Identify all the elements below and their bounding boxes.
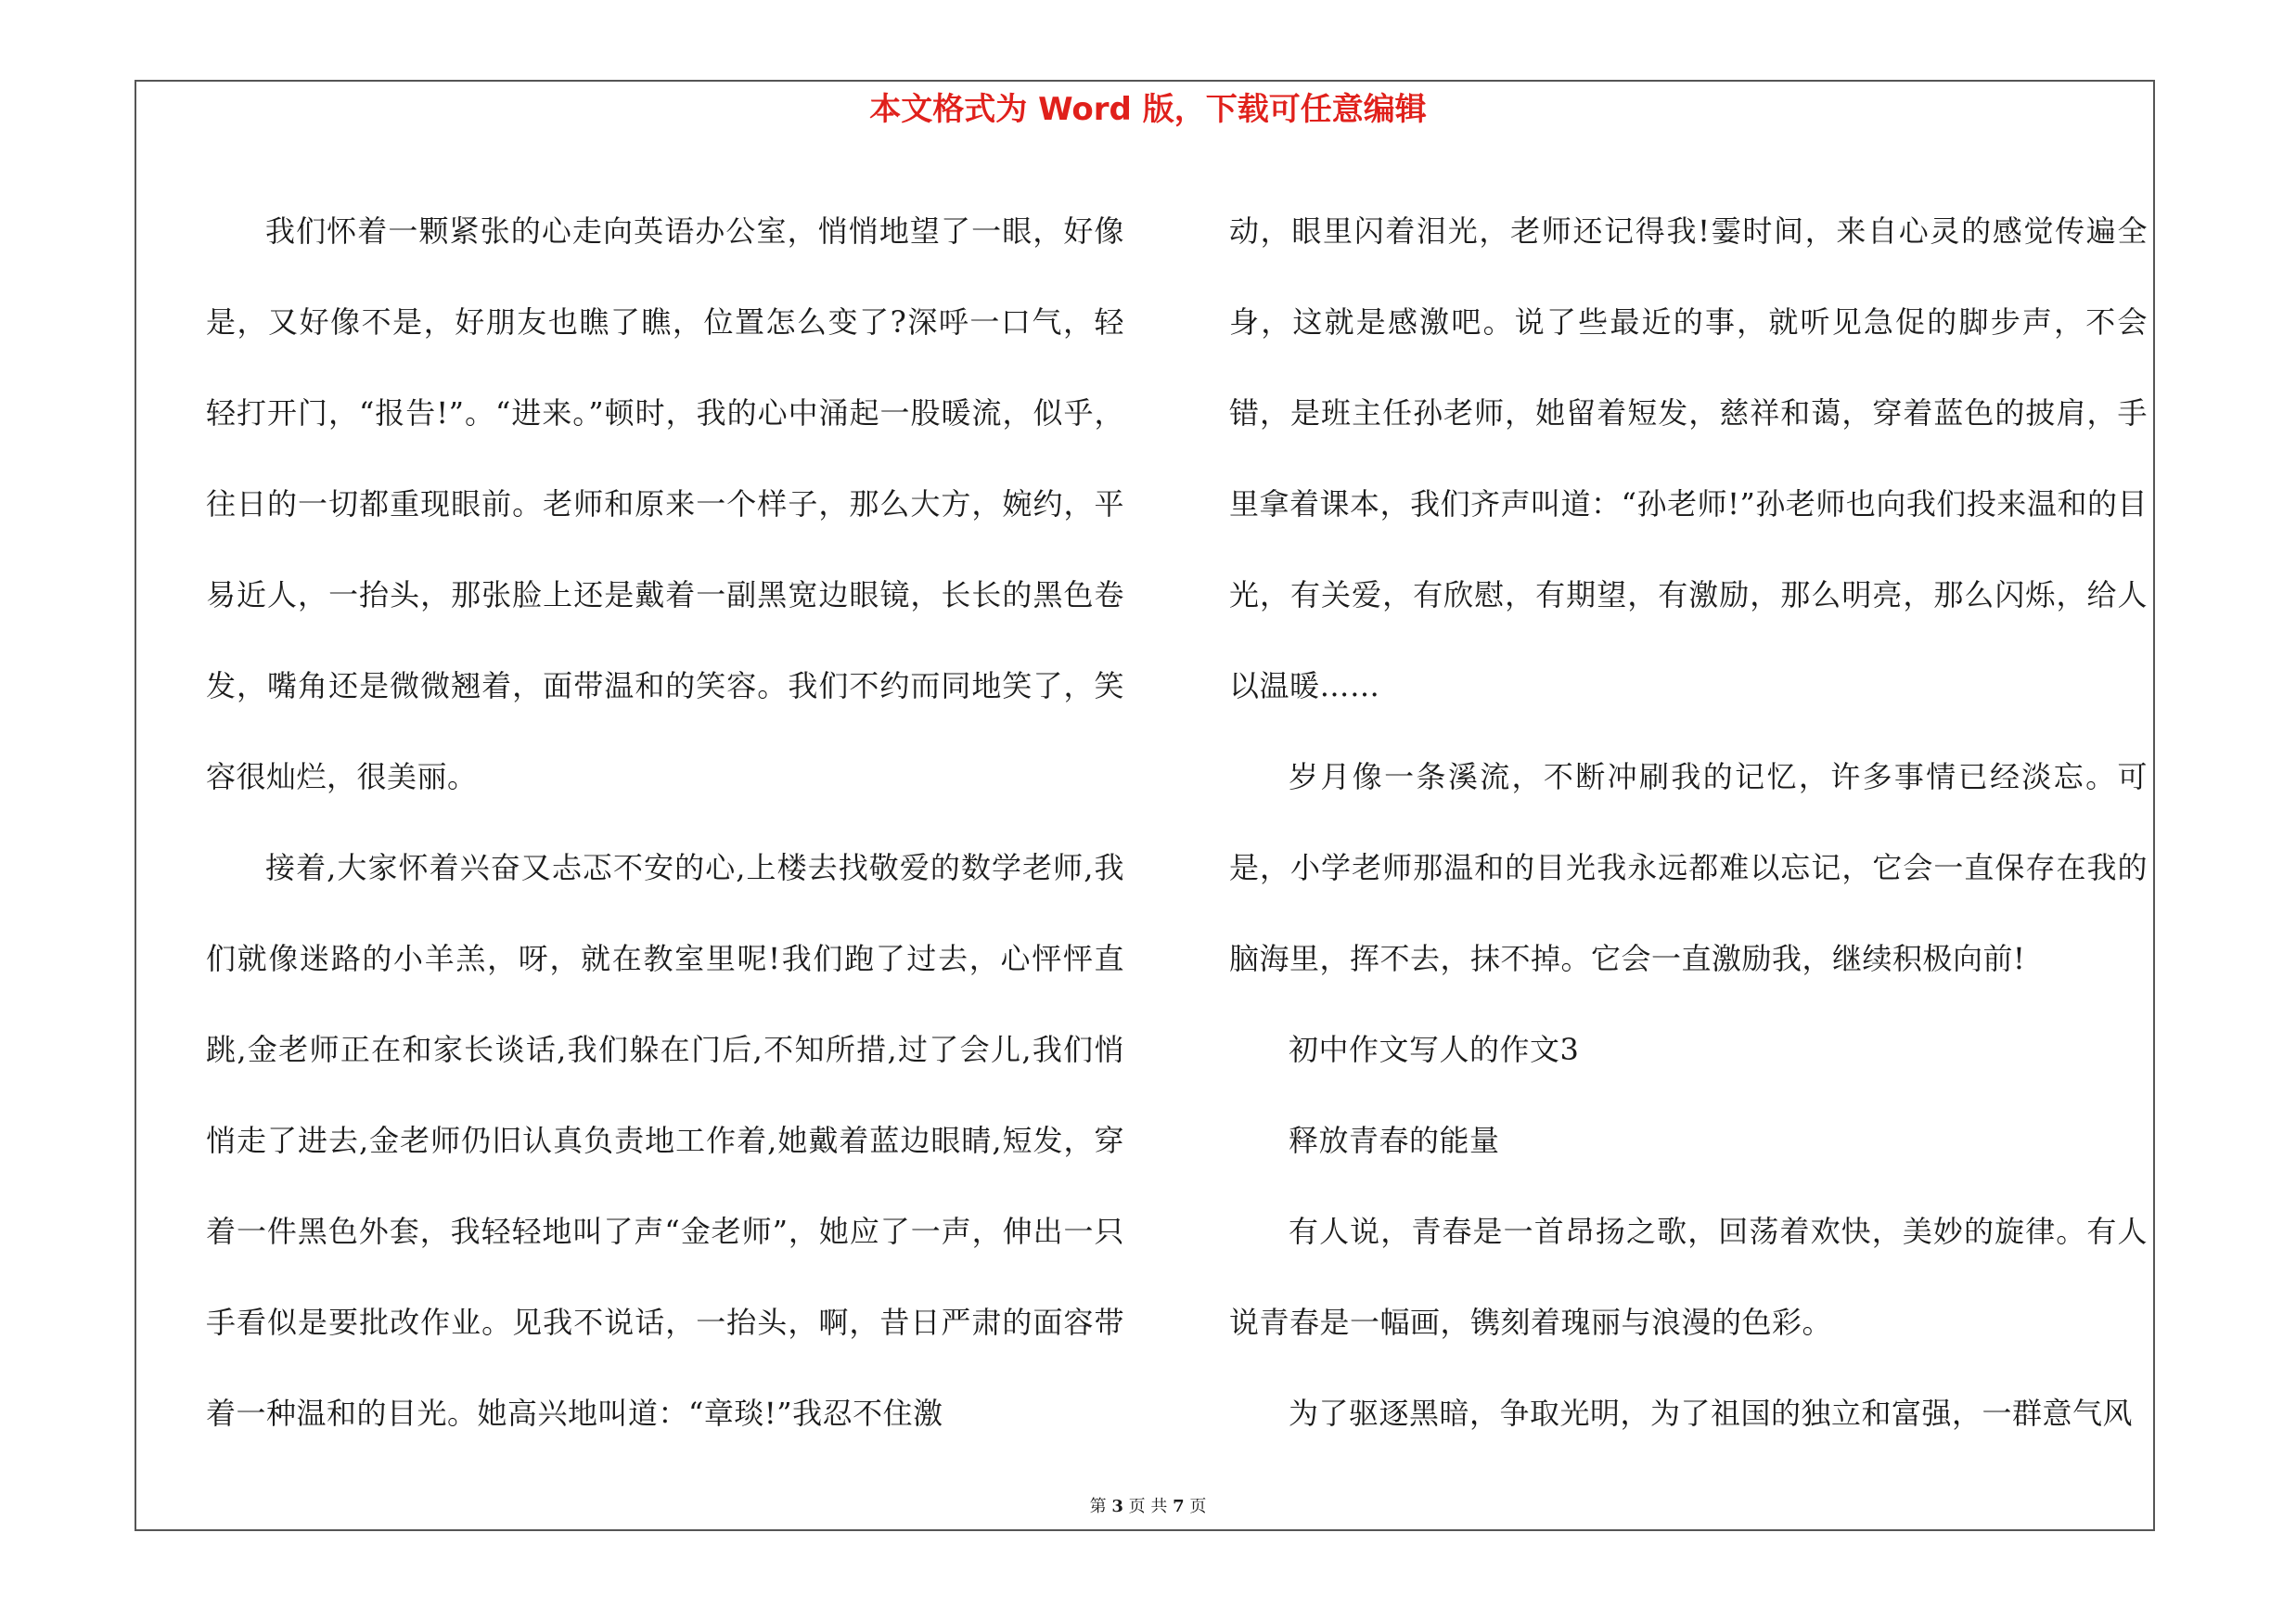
page-number-footer — [0, 1496, 2296, 1518]
paragraph-memory-stream: 岁月像一条溪流，不断冲刷我的记忆，许多事情已经淡忘。可是，小学老师那温和的目光我永远都难以忘记，它会一直保存在我的脑海里，挥不去，抹不掉。它会一直激励我，继续积极向前! — [1229, 759, 2148, 976]
left-text-column — [206, 186, 1124, 1459]
paragraph-darkness: 为了驱逐黑暗，争取光明，为了祖国的独立和富强，一群意气风 — [1289, 1396, 2134, 1431]
essay-heading: 初中作文写人的作文3 — [1289, 1032, 1580, 1067]
essay-title: 释放青春的能量 — [1289, 1123, 1500, 1158]
footer-prefix: 第 — [1089, 1497, 1107, 1516]
footer-middle: 页 共 — [1128, 1497, 1168, 1516]
paragraph-math-teacher: 接着,大家怀着兴奋又忐忑不安的心,上楼去找敬爱的数学老师,我们就像迷路的小羊羔，呀，就在教室里呢!我们跑了过去，心怦怦直跳,金老师正在和家长谈话,我们躲在门后,不知所措,过了会儿,我们悄悄走了进去,金老师仍旧认真负责地工作着,她戴着蓝边眼睛,短发，穿着一件黑色外套，我轻轻地叫了声“金老师”，她应了一声，伸出一只手看似是要批改作业。见我不说话，一抬头，啊，昔日严肃的面容带着一种温和的目光。她高兴地叫道：“章琰!”我忍不住激 — [206, 850, 1124, 1431]
total-pages-number: 7 — [1173, 1497, 1185, 1516]
word-format-banner: 本文格式为 Word 版，下载可任意编辑 — [869, 91, 1427, 128]
footer-suffix: 页 — [1189, 1497, 1207, 1516]
paragraph-continuation: 动，眼里闪着泪光，老师还记得我!霎时间，来自心灵的感觉传遍全身，这就是感激吧。说了些最近的事，就听见急促的脚步声，不会错，是班主任孙老师，她留着短发，慈祥和蔼，穿着蓝色的披肩，手里拿着课本，我们齐声叫道：“孙老师!”孙老师也向我们投来温和的目光，有关爱，有欣慰，有期望，有激励，那么明亮，那么闪烁，给人以温暖…… — [1229, 213, 2148, 703]
right-text-column — [1229, 186, 2148, 1459]
current-page-number: 3 — [1111, 1497, 1123, 1516]
paragraph-youth-song: 有人说，青春是一首昂扬之歌，回荡着欢快，美妙的旋律。有人说青春是一幅画，镌刻着瑰丽与浪漫的色彩。 — [1229, 1214, 2148, 1340]
paragraph-english-office: 我们怀着一颗紧张的心走向英语办公室，悄悄地望了一眼，好像是，又好像不是，好朋友也瞧了瞧，位置怎么变了?深呼一口气，轻轻打开门，“报告!”。“进来。”顿时，我的心中涌起一股暖流，似乎，往日的一切都重现眼前。老师和原来一个样子，那么大方，婉约，平易近人，一抬头，那张脸上还是戴着一副黑宽边眼镜，长长的黑色卷发，嘴角还是微微翘着，面带温和的笑容。我们不约而同地笑了，笑容很灿烂，很美丽。 — [206, 213, 1124, 794]
